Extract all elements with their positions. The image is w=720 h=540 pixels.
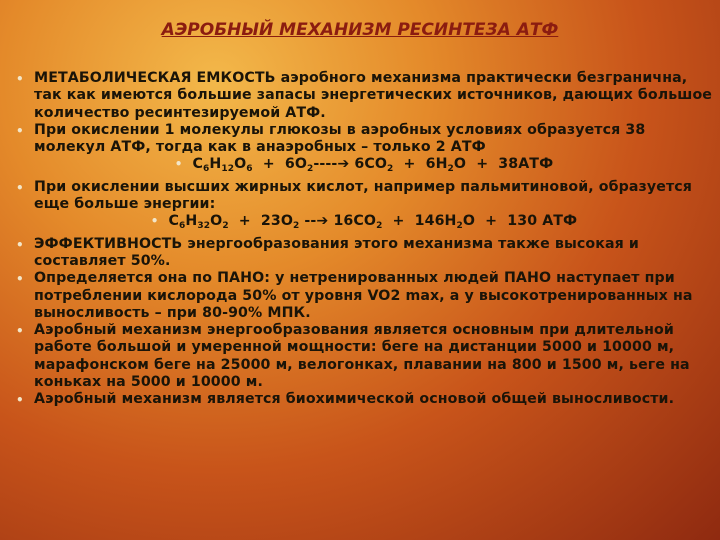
formula-glucose: • $C_6H_{12}O_6$ + $6O_2----➔$ $6CO_2 + 6H_2O + 38АТФ$ xyxy=(174,156,554,175)
bullet-icon: • xyxy=(16,72,24,86)
slide-title: АЭРОБНЫЙ МЕХАНИЗМ РЕСИНТЕЗА АТФ xyxy=(161,20,559,40)
arrow-right-icon: ➔ xyxy=(316,213,329,230)
bullet-icon: • xyxy=(16,324,24,339)
bullet-item xyxy=(14,122,714,157)
bullet-icon: • xyxy=(16,123,24,138)
bullet-text: При окислении высших жирных кислот, например пальмитиновой, образуется еще больше энергии: xyxy=(34,178,693,213)
bullet-item xyxy=(14,391,714,408)
slide-content xyxy=(14,70,714,409)
formula-palmitic: • $C_6H_{32}O_2 + 23O_2$ --➔ $16CO_2 + 146H_2O + 130$ АТФ xyxy=(150,213,578,232)
bullet-text: При окислении 1 молекулы глюкозы в аэробных условиях образуется 38 молекул АТФ, тогда как в анаэробных – только 2 АТФ xyxy=(34,121,646,156)
bullet-icon: • xyxy=(16,272,24,287)
bullet-text: ЭФФЕКТИВНОСТЬ энергообразования этого механизма также высокая и составляет 50%. xyxy=(34,235,639,269)
bullet-icon: • xyxy=(150,214,159,229)
bullet-icon: • xyxy=(174,157,183,172)
bullet-item xyxy=(14,270,714,322)
bullet-text: МЕТАБОЛИЧЕСКАЯ ЕМКОСТЬ аэробного механизма практически безгранична, так как имеются большие запасы энергетических источников, дающих большое количество ресинтезируемой АТФ. xyxy=(34,70,713,121)
bullet-text: Определяется она по ПАНО: у нетренированных людей ПАНО наступает при потреблении кислорода 50% от уровня VO2 max, а у высокотренированных на выносливость – при 80-90% МПК. xyxy=(34,270,693,321)
arrow-right-icon: ➔ xyxy=(337,156,350,173)
bullet-text: Аэробный механизм является биохимической основой общей выносливости. xyxy=(34,391,675,408)
bullet-icon: • xyxy=(16,237,24,252)
bullet-icon: • xyxy=(16,180,24,195)
bullet-item xyxy=(14,236,714,271)
bullet-item xyxy=(14,70,714,122)
bullet-item xyxy=(14,179,714,214)
bullet-icon: • xyxy=(16,393,24,408)
bullet-item xyxy=(14,322,714,391)
bullet-text: Аэробный механизм энергообразования является основным при длительной работе большой и умеренной мощности: беге на дистанции 5000 и 10000 м, марафонском беге на 25000 м, велогонках, плавании на 800 и 1500 м, ьеге на коньках на 5000 и 10000 м. xyxy=(34,322,690,391)
